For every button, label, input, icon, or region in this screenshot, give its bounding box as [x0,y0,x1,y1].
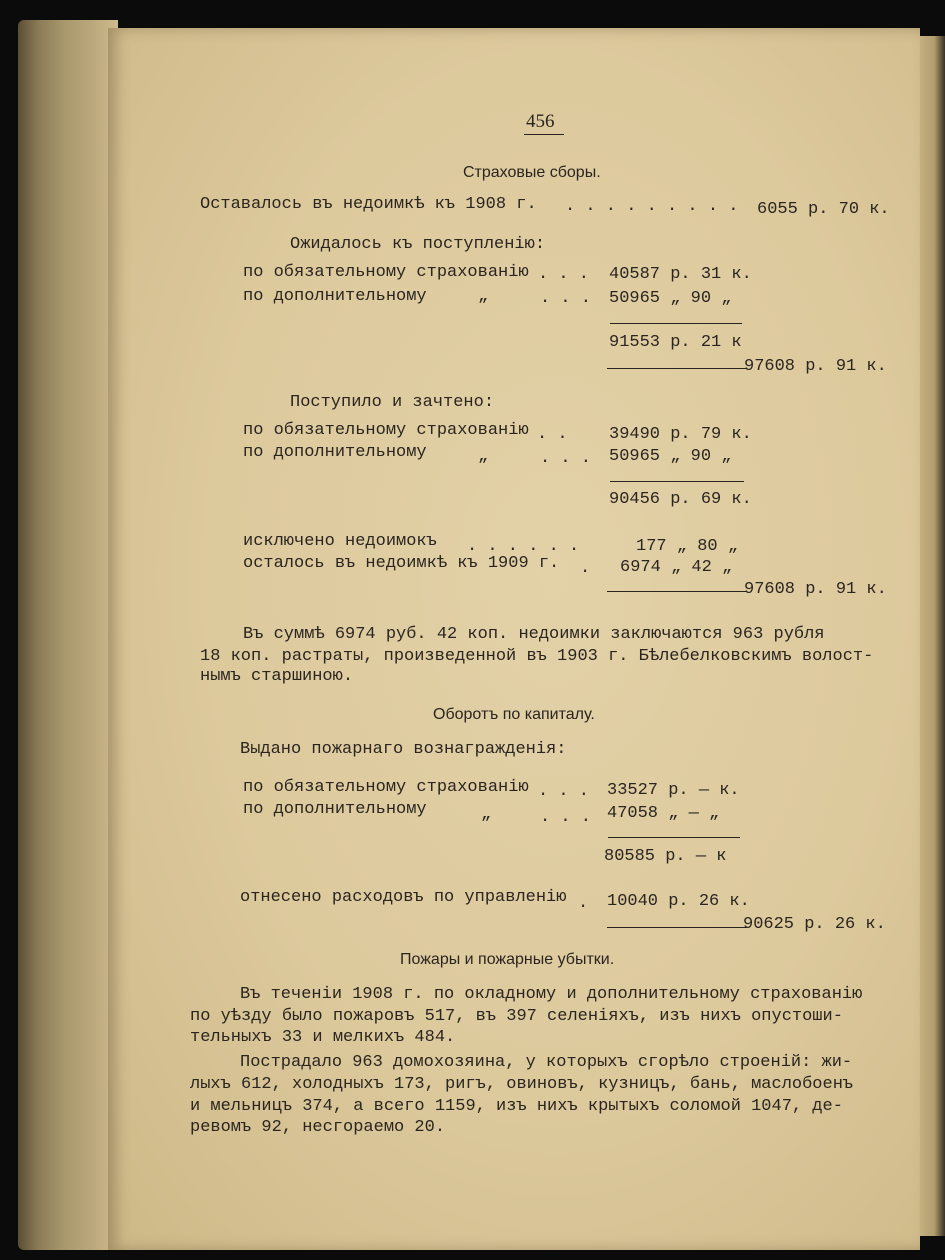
capital-heading: Выдано пожарнаго вознагражденія: [240,740,567,759]
capital-mandatory-label: по обязательному страхованію [243,778,529,797]
expected-additional-amount: 50965 „ 90 „ [609,289,732,308]
expected-heading: Ожидалось къ поступленію: [290,235,546,254]
received-additional-leader: . . . [540,449,592,468]
capital-additional-ditto: „ [481,805,492,824]
fires-p2-line-2: лыхъ 612, холодныхъ 173, ригъ, овиновъ, кузницъ, бань, маслобоенъ [190,1075,854,1094]
management-expenses-amount: 10040 р. 26 к. [607,892,750,911]
fires-p1-line-1: Въ теченіи 1908 г. по окладному и дополнительному страхованію [240,985,863,1004]
capital-additional-leader: . . . [540,808,592,827]
expected-additional-leader: . . . [540,289,592,308]
excluded-arrears-amount: 177 „ 80 „ [636,537,739,556]
section-title-capital: Оборотъ по капиталу. [433,706,595,723]
expected-mandatory-amount: 40587 р. 31 к. [609,265,752,284]
received-additional-label: по дополнительному [243,443,427,462]
capital-additional-amount: 47058 „ — „ [607,804,720,823]
arrears-1908-label: Оставалось въ недоимкѣ къ 1908 г. [200,195,537,214]
remaining-arrears-leader: . [580,559,591,578]
remaining-arrears-label: осталось въ недоимкѣ къ 1909 г. [243,554,560,573]
received-total: 97608 р. 91 к. [744,580,887,599]
section-title-fires: Пожары и пожарные убытки. [400,951,615,968]
expected-total-rule [607,368,747,369]
page-number-underline [524,134,564,135]
note-line-2: 18 коп. растраты, произведенной въ 1903 г. Бѣлебелковскимъ волост- [200,647,874,666]
received-heading: Поступило и зачтено: [290,393,495,412]
expected-subtotal-rule [610,323,742,324]
fires-p1-line-3: тельныхъ 33 и мелкихъ 484. [190,1028,456,1047]
expected-additional-ditto: „ [478,287,489,306]
capital-subtotal: 80585 р. — к [604,847,727,866]
received-total-rule [607,591,747,592]
facing-page-edge [918,36,945,1236]
arrears-1908-amount: 6055 р. 70 к. [757,200,890,219]
book-page-edges [18,20,118,1250]
received-subtotal: 90456 р. 69 к. [609,490,752,509]
received-mandatory-leader: . . [537,425,568,444]
received-additional-amount: 50965 „ 90 „ [609,447,732,466]
management-expenses-label: отнесено расходовъ по управленію [240,888,567,907]
excluded-arrears-leader: . . . . . . [467,537,580,556]
capital-subtotal-rule [608,837,740,838]
capital-additional-label: по дополнительному [243,800,427,819]
capital-mandatory-leader: . . . [538,782,590,801]
note-line-1: Въ суммѣ 6974 руб. 42 коп. недоимки заключаются 963 рубля [243,625,825,644]
expected-mandatory-leader: . . . [538,265,590,284]
remaining-arrears-amount: 6974 „ 42 „ [620,558,733,577]
fires-p1-line-2: по уѣзду было пожаровъ 517, въ 397 селеніяхъ, изъ нихъ опустоши- [190,1007,843,1026]
excluded-arrears-label: исключено недоимокъ [243,532,437,551]
fires-p2-line-3: и мельницъ 374, а всего 1159, изъ нихъ крытыхъ соломой 1047, де- [190,1097,843,1116]
capital-total-rule [607,927,747,928]
fires-p2-line-1: Пострадало 963 домохозяина, у которыхъ сгорѣло строеній: жи- [240,1053,853,1072]
section-title-insurance: Страховые сборы. [463,164,601,181]
page-number: 456 [526,111,555,132]
capital-mandatory-amount: 33527 р. — к. [607,781,740,800]
arrears-1908-leader: . . . . . . . . . [565,197,739,216]
expected-total: 97608 р. 91 к. [744,357,887,376]
expected-mandatory-label: по обязательному страхованію [243,263,529,282]
received-mandatory-amount: 39490 р. 79 к. [609,425,752,444]
expected-subtotal: 91553 р. 21 к [609,333,742,352]
fires-p2-line-4: ревомъ 92, несгораемо 20. [190,1118,446,1137]
note-line-3: нымъ старшиною. [200,667,354,686]
received-subtotal-rule [610,481,744,482]
expected-additional-label: по дополнительному [243,287,427,306]
capital-total: 90625 р. 26 к. [743,915,886,934]
received-additional-ditto: „ [478,447,489,466]
received-mandatory-label: по обязательному страхованію [243,421,529,440]
management-expenses-leader: . [578,894,589,913]
